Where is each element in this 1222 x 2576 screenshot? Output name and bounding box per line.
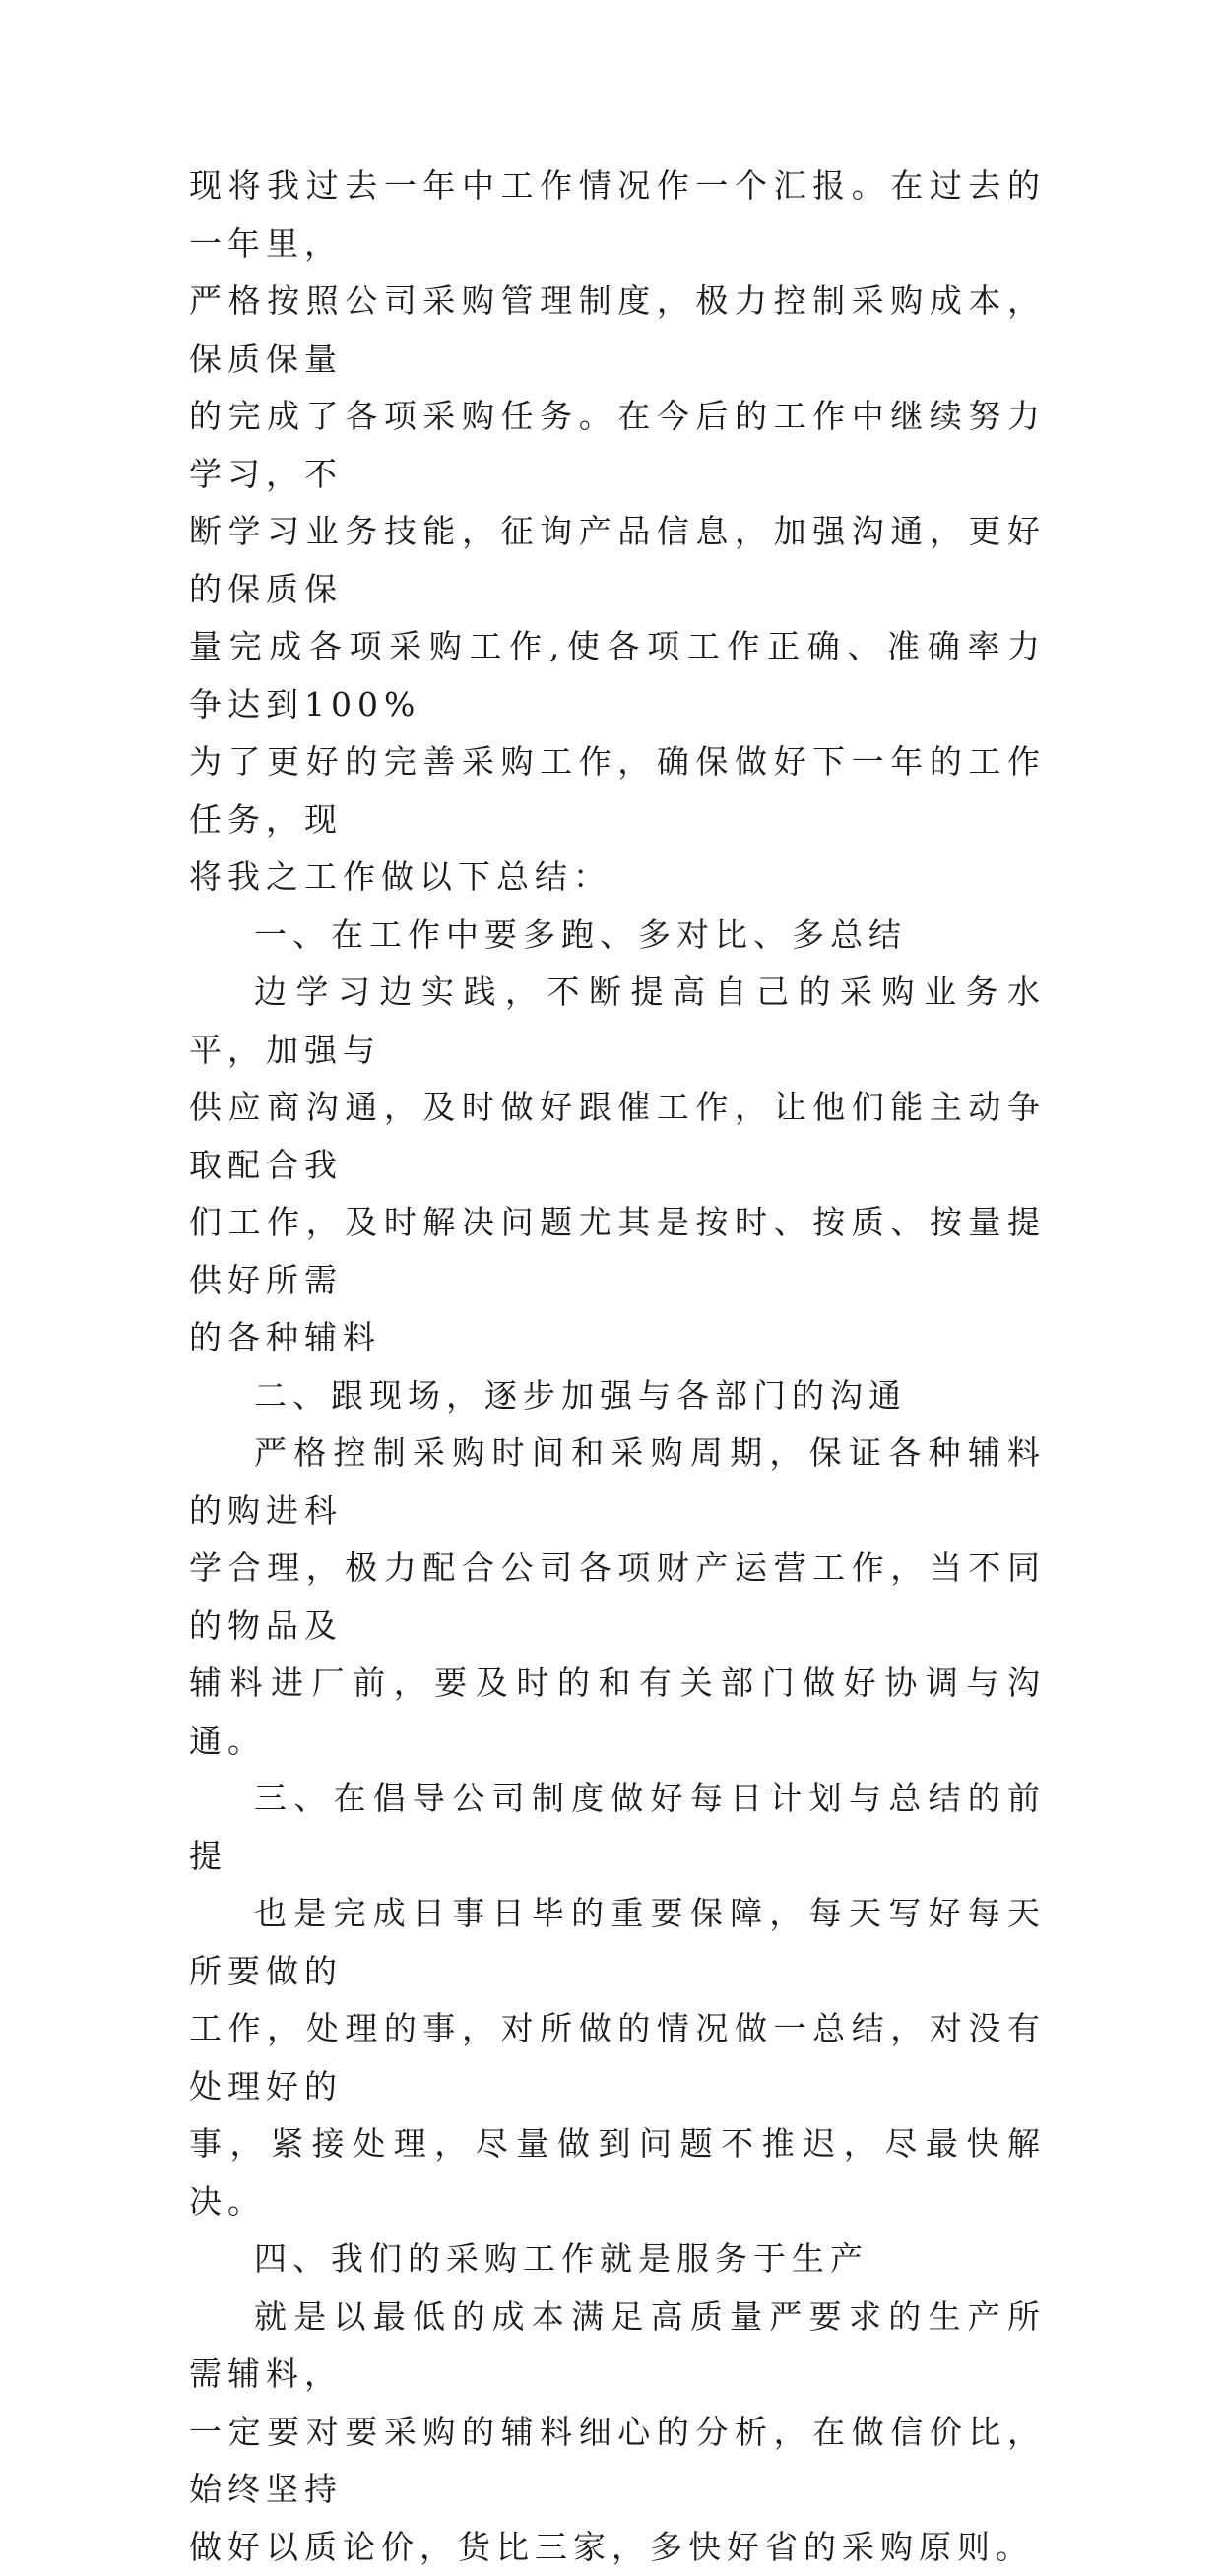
section-body-4 bbox=[189, 2289, 1046, 2576]
intro-paragraph bbox=[189, 157, 1046, 907]
text-line: 辅料进厂前，要及时的和有关部门做好协调与沟通。 bbox=[189, 1655, 1046, 1770]
text-line: 就是以最低的成本满足高质量严要求的生产所需辅料， bbox=[189, 2289, 1046, 2404]
text-line: 的各种辅料 bbox=[189, 1309, 1046, 1367]
text-line: 严格控制采购时间和采购周期，保证各种辅料的购进科 bbox=[189, 1424, 1046, 1539]
text-line: 一定要对要采购的辅料细心的分析，在做信价比，始终坚持 bbox=[189, 2404, 1046, 2519]
text-line: 为了更好的完善采购工作，确保做好下一年的工作任务，现 bbox=[189, 733, 1046, 848]
text-line: 做好以质论价，货比三家，多快好省的采购原则。 bbox=[189, 2519, 1046, 2576]
text-line: 现将我过去一年中工作情况作一个汇报。在过去的一年里， bbox=[189, 157, 1046, 273]
text-line: 供应商沟通，及时做好跟催工作，让他们能主动争取配合我 bbox=[189, 1079, 1046, 1194]
text-line: 量完成各项采购工作,使各项工作正确、准确率力争达到100% bbox=[189, 618, 1046, 733]
text-line: 工作，处理的事，对所做的情况做一总结，对没有处理好的 bbox=[189, 2000, 1046, 2115]
text-line: 的完成了各项采购任务。在今后的工作中继续努力学习，不 bbox=[189, 388, 1046, 503]
text-line: 断学习业务技能，征询产品信息，加强沟通，更好的保质保 bbox=[189, 503, 1046, 618]
section-heading-4: 四、我们的采购工作就是服务于生产 bbox=[189, 2230, 1046, 2289]
text-line: 边学习边实践，不断提高自己的采购业务水平，加强与 bbox=[189, 964, 1046, 1079]
text-line: 严格按照公司采购管理制度，极力控制采购成本，保质保量 bbox=[189, 273, 1046, 388]
text-line: 学合理，极力配合公司各项财产运营工作，当不同的物品及 bbox=[189, 1539, 1046, 1655]
text-line: 事，紧接处理，尽量做到问题不推迟，尽最快解决。 bbox=[189, 2115, 1046, 2230]
text-line: 将我之工作做以下总结： bbox=[189, 848, 1046, 907]
section-body-1 bbox=[189, 964, 1046, 1367]
section-heading-2: 二、跟现场，逐步加强与各部门的沟通 bbox=[189, 1367, 1046, 1425]
text-line: 们工作，及时解决问题尤其是按时、按质、按量提供好所需 bbox=[189, 1194, 1046, 1309]
section-heading-1: 一、在工作中要多跑、多对比、多总结 bbox=[189, 907, 1046, 965]
document-body bbox=[189, 157, 1046, 2576]
section-body-2 bbox=[189, 1424, 1046, 1770]
text-line: 也是完成日事日毕的重要保障，每天写好每天所要做的 bbox=[189, 1885, 1046, 2000]
section-heading-3: 三、在倡导公司制度做好每日计划与总结的前提 bbox=[189, 1770, 1046, 1885]
section-body-3 bbox=[189, 1885, 1046, 2230]
